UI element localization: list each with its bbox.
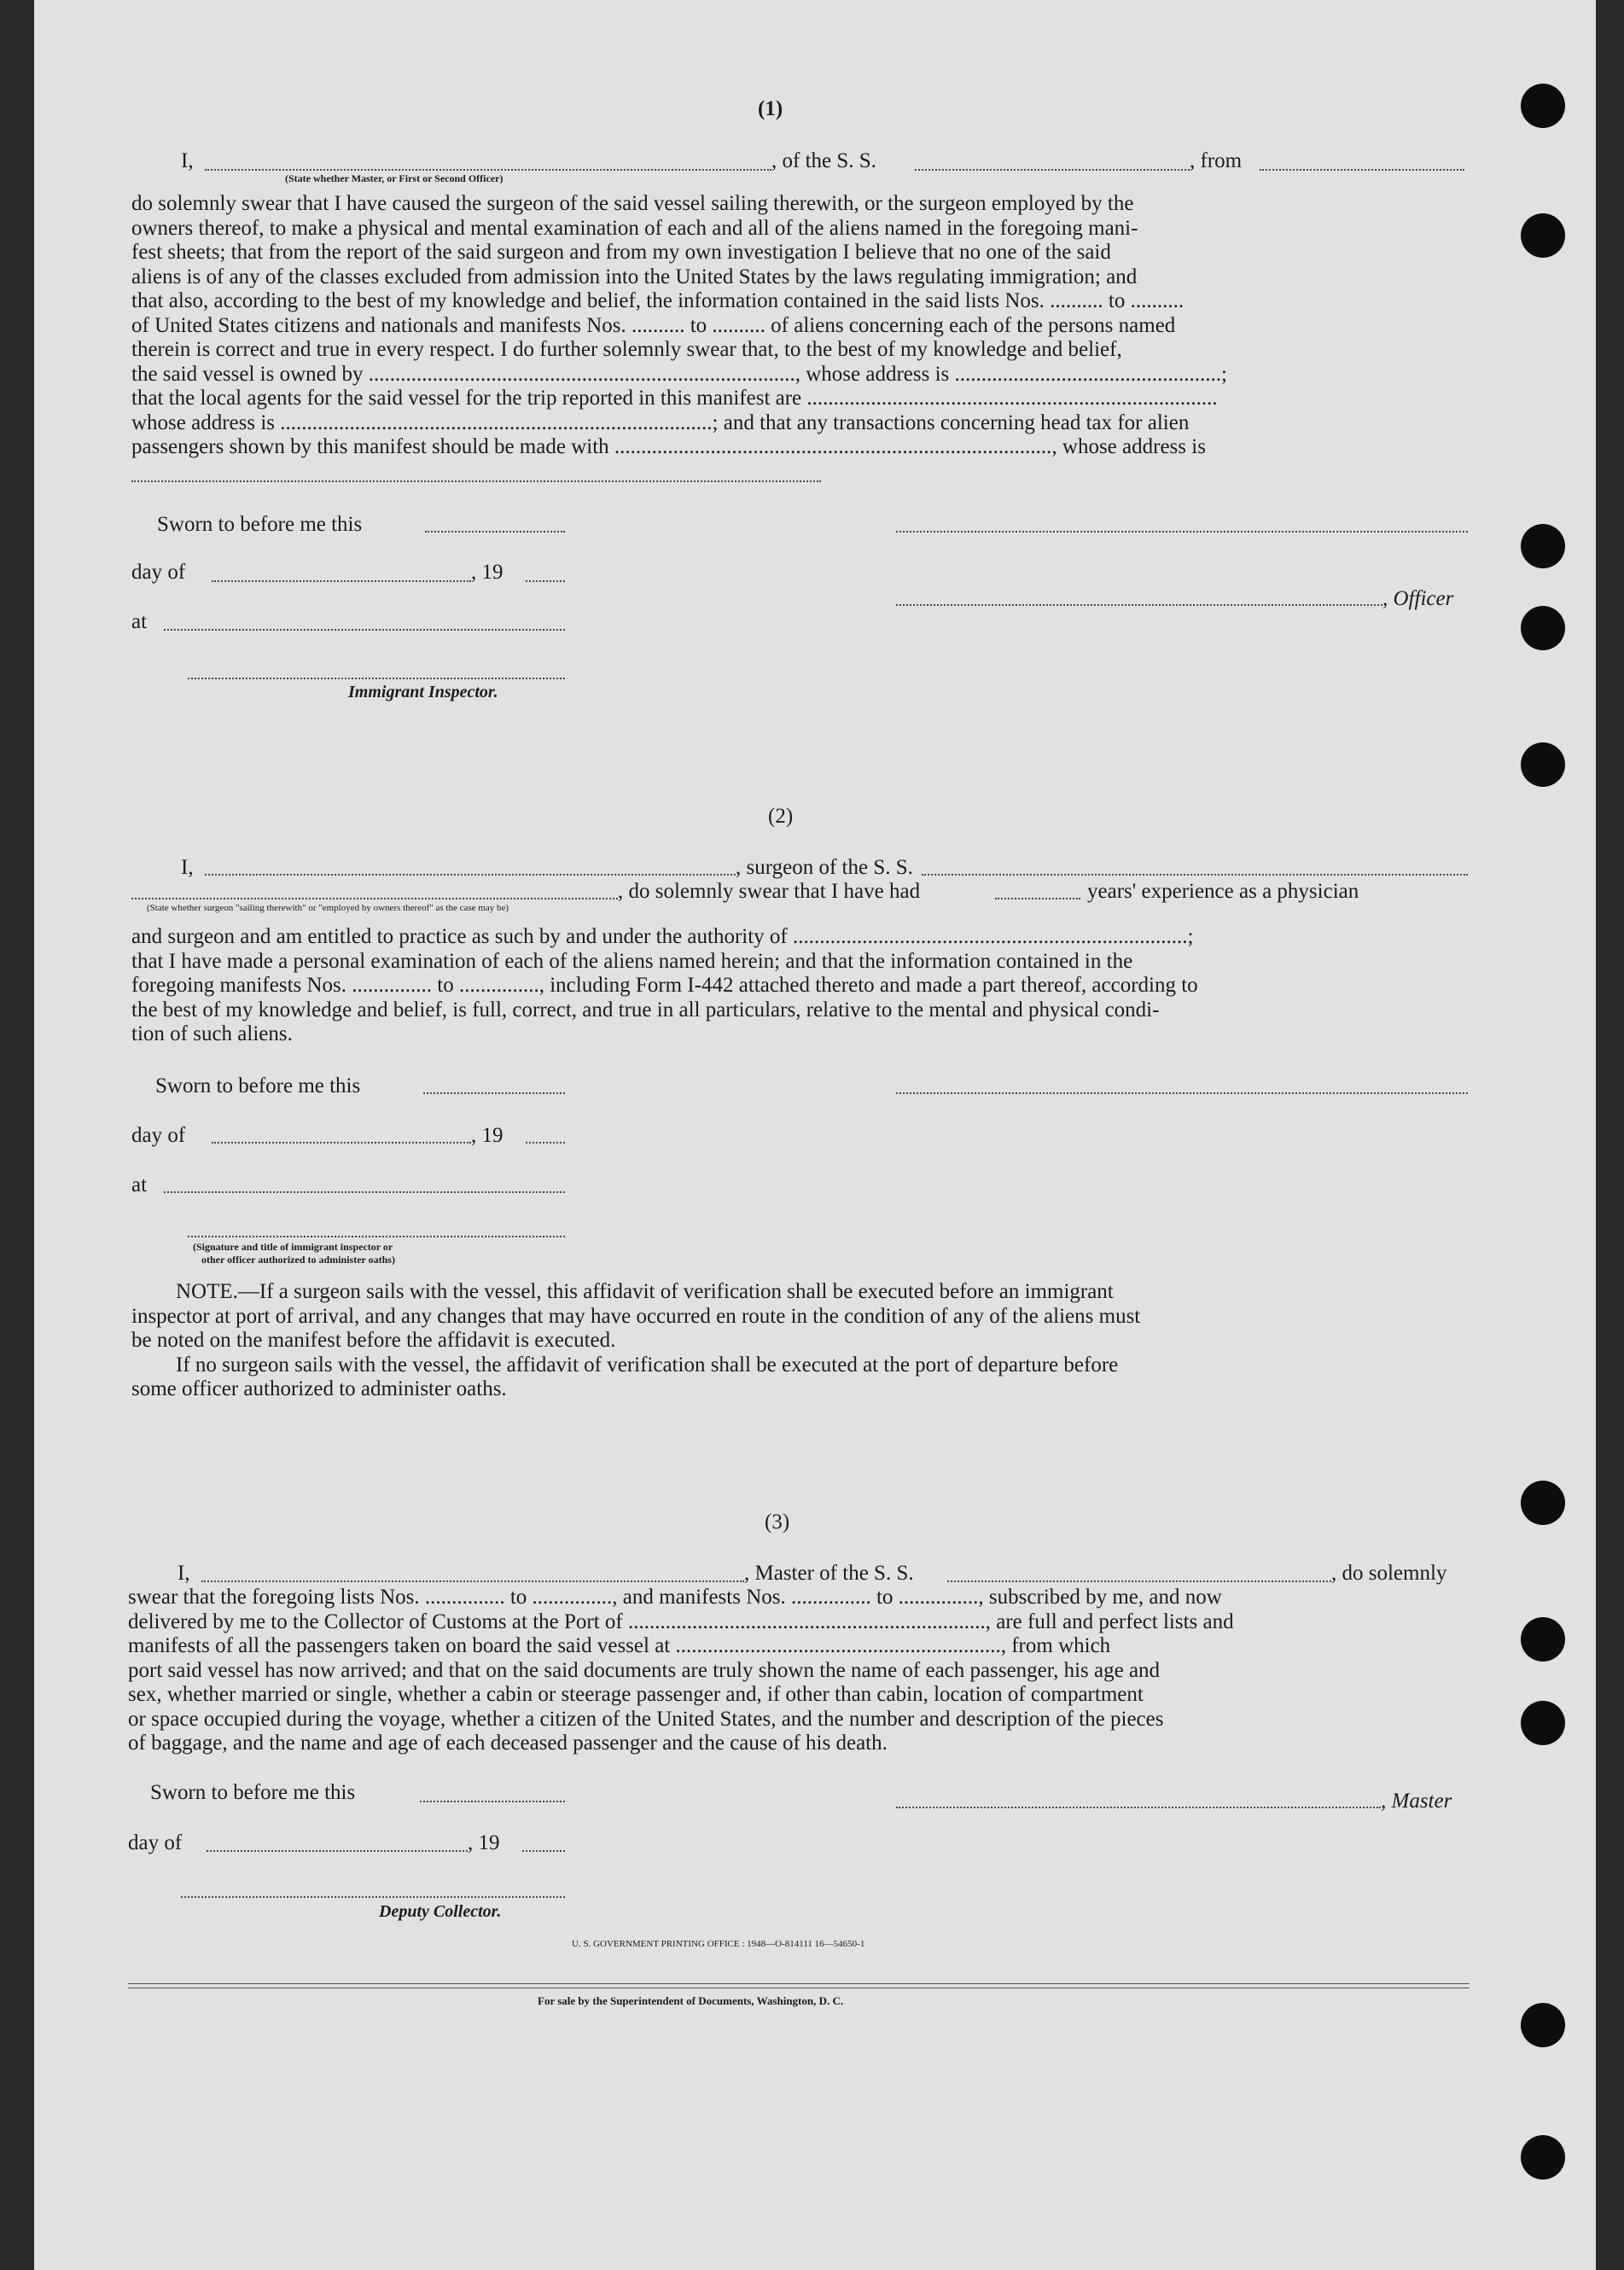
oath-line: that the local agents for the said vessel for the trip reported in this manifest are ............................................................................. [131, 387, 1218, 410]
year-field[interactable] [526, 580, 565, 582]
section-3-oath-text [128, 1586, 1471, 1756]
section-2-i-label: I, [181, 856, 194, 879]
binder-hole [1521, 524, 1565, 568]
section-2-oath-text [131, 925, 1471, 1047]
from-label: , from [1190, 149, 1243, 172]
years-experience-field[interactable] [995, 898, 1080, 899]
day-of-field[interactable] [207, 1850, 468, 1852]
inspector-signature-line[interactable] [188, 678, 565, 679]
binder-hole [1521, 84, 1565, 128]
oath-line: that I have made a personal examination of each of the aliens named herein; and that the information contained in the [131, 949, 1133, 973]
master-name-field[interactable] [201, 1580, 744, 1582]
year-field[interactable] [526, 1142, 565, 1144]
inspector-label: Immigrant Inspector. [348, 683, 498, 701]
officer-signature-line-1[interactable] [896, 531, 1468, 533]
surgeon-type-caption: (State whether surgeon "sailing therewith" or "employed by owners thereof" as the case may be) [147, 903, 509, 913]
oath-line: aliens is of any of the classes excluded from admission into the United States by the laws regulating immigration; and [131, 265, 1138, 288]
year-label: , 19 [471, 1124, 503, 1147]
day-of-field[interactable] [212, 1142, 471, 1144]
binder-hole [1521, 1481, 1565, 1525]
binder-hole [1521, 2135, 1565, 2180]
do-solemnly-label: , do solemnly [1331, 1562, 1447, 1585]
master-of-ss-label: , Master of the S. S. [744, 1562, 914, 1585]
day-of-field[interactable] [212, 580, 471, 582]
note-line: inspector at port of arrival, and any changes that may have occurred en route in the condition of any of the aliens must [131, 1304, 1141, 1328]
sworn-label: Sworn to before me this [157, 513, 363, 536]
master-signature-line[interactable] [896, 1807, 1381, 1808]
binder-hole [1521, 2003, 1565, 2047]
oath-line: owners thereof, to make a physical and mental examination of each and all of the aliens named in the foregoing mani- [131, 216, 1138, 240]
solemnly-swear-label: , do solemnly swear that I have had [618, 880, 921, 903]
binder-hole [1521, 213, 1565, 258]
surgeon-of-ss-label: , surgeon of the S. S. [736, 856, 913, 879]
sale-notice: For sale by the Superintendent of Documents, Washington, D. C. [538, 1994, 844, 2007]
oath-line: passengers shown by this manifest should be made with .................................................................................., whose address is [131, 435, 1206, 458]
oath-line: tion of such aliens. [131, 1022, 293, 1045]
gpo-imprint: U. S. GOVERNMENT PRINTING OFFICE : 1948—O-814111 16—54650-1 [572, 1939, 865, 1949]
oath-line: sex, whether married or single, whether a cabin or steerage passenger and, if other than cabin, location of compartment [128, 1683, 1144, 1706]
master-label: , Master [1381, 1790, 1452, 1813]
oath-line: delivered by me to the Collector of Customs at the Port of ..................................................................., are full and perfect lists and [128, 1609, 1234, 1633]
binder-hole [1521, 1701, 1565, 1745]
officer-signature-line-2[interactable] [896, 604, 1382, 606]
oath-line: and surgeon and am entitled to practice as such by and under the authority of ..........................................................................; [131, 925, 1194, 948]
note-line: If no surgeon sails with the vessel, the affidavit of verification shall be executed at the port of departure before [176, 1353, 1119, 1377]
ship-name-field[interactable] [915, 169, 1190, 171]
binder-hole [1521, 606, 1565, 650]
of-ss-label: , of the S. S. [771, 149, 876, 172]
oath-line: that also, according to the best of my knowledge and belief, the information contained in the said lists Nos. .......... to .......... [131, 289, 1185, 312]
signature-caption: other officer authorized to administer oaths) [201, 1254, 395, 1266]
from-port-field[interactable] [1260, 169, 1464, 171]
sworn-label: Sworn to before me this [150, 1781, 356, 1804]
sworn-date-field[interactable] [425, 531, 565, 533]
day-of-label: day of [131, 1124, 186, 1147]
oath-line: the said vessel is owned by ................................................................................, whose address is ..................................................; [131, 362, 1227, 386]
day-of-label: day of [128, 1831, 183, 1854]
oath-line: fest sheets; that from the report of the said surgeon and from my own investigation I believe that no one of the said [131, 241, 1111, 264]
note-line: NOTE.—If a surgeon sails with the vessel, this affidavit of verification shall be executed before an immigrant [176, 1280, 1114, 1303]
deputy-signature-line[interactable] [181, 1896, 565, 1898]
binder-hole [1521, 1617, 1565, 1662]
section-1-i-label: I, [181, 149, 194, 172]
footer-rule [128, 1983, 1470, 1984]
oath-line: manifests of all the passengers taken on board the said vessel at ............................................................., from which [128, 1634, 1111, 1657]
note-line: be noted on the manifest before the affidavit is executed. [131, 1329, 616, 1352]
oath-line: of baggage, and the name and age of each deceased passenger and the cause of his death. [128, 1732, 888, 1755]
officer-rank-caption: (State whether Master, or First or Second Officer) [285, 172, 503, 184]
oath-line: or space occupied during the voyage, whether a citizen of the United States, and the number and description of the pieces [128, 1707, 1164, 1731]
section-2-number: (2) [768, 805, 794, 828]
form-page [34, 0, 1596, 2270]
signature-caption: (Signature and title of immigrant inspector or [193, 1241, 393, 1253]
surgeon-ship-field[interactable] [922, 874, 1468, 876]
surgeon-type-field[interactable] [131, 898, 618, 899]
at-place-field[interactable] [164, 1191, 565, 1193]
section-1-number: (1) [758, 97, 783, 120]
note-line: some officer authorized to administer oaths. [131, 1377, 507, 1400]
oath-line: whose address is .................................................................................; and that any transactions concerning head tax for alien [131, 410, 1190, 434]
surgeon-signature-line[interactable] [896, 1092, 1468, 1094]
sworn-label: Sworn to before me this [155, 1074, 361, 1097]
year-field[interactable] [522, 1850, 565, 1852]
section-3-number: (3) [765, 1510, 790, 1534]
years-experience-label: years' experience as a physician [1087, 880, 1359, 903]
at-label: at [131, 610, 148, 633]
oath-line: swear that the foregoing lists Nos. ............... to ..............., and manifests Nos. ............... to ..............., subscribed by me, and now [128, 1586, 1222, 1609]
section-1-oath-text [131, 192, 1471, 460]
at-place-field[interactable] [164, 629, 565, 631]
oath-line: foregoing manifests Nos. ............... to ..............., including Form I-442 attached thereto and made a part thereof, according to [131, 974, 1198, 997]
surgeon-name-field[interactable] [205, 874, 736, 876]
official-signature-line[interactable] [188, 1236, 565, 1237]
at-label: at [131, 1173, 148, 1196]
year-label: , 19 [471, 561, 503, 584]
sworn-date-field[interactable] [423, 1092, 565, 1094]
note-text [131, 1280, 1471, 1402]
day-of-label: day of [131, 561, 186, 584]
deputy-collector-label: Deputy Collector. [379, 1902, 502, 1921]
officer-name-field[interactable] [205, 169, 771, 171]
oath-line: therein is correct and true in every respect. I do further solemnly swear that, to the best of my knowledge and belief, [131, 338, 1122, 361]
sworn-date-field[interactable] [420, 1801, 565, 1802]
section-3-i-label: I, [178, 1562, 190, 1585]
oath-line: port said vessel has now arrived; and that on the said documents are truly shown the name of each passenger, his age and [128, 1658, 1161, 1682]
master-ship-field[interactable] [947, 1580, 1331, 1582]
oath-line: the best of my knowledge and belief, is full, correct, and true in all particulars, relative to the mental and physical condi- [131, 998, 1160, 1022]
agent-address-field[interactable] [131, 480, 821, 482]
year-label: , 19 [468, 1831, 500, 1854]
oath-line: do solemnly swear that I have caused the surgeon of the said vessel sailing therewith, or the surgeon employed by the [131, 192, 1134, 215]
officer-label: , Officer [1382, 587, 1454, 610]
binder-hole [1521, 742, 1565, 787]
oath-line: of United States citizens and nationals and manifests Nos. .......... to .......... of aliens concerning each of the persons named [131, 313, 1176, 337]
